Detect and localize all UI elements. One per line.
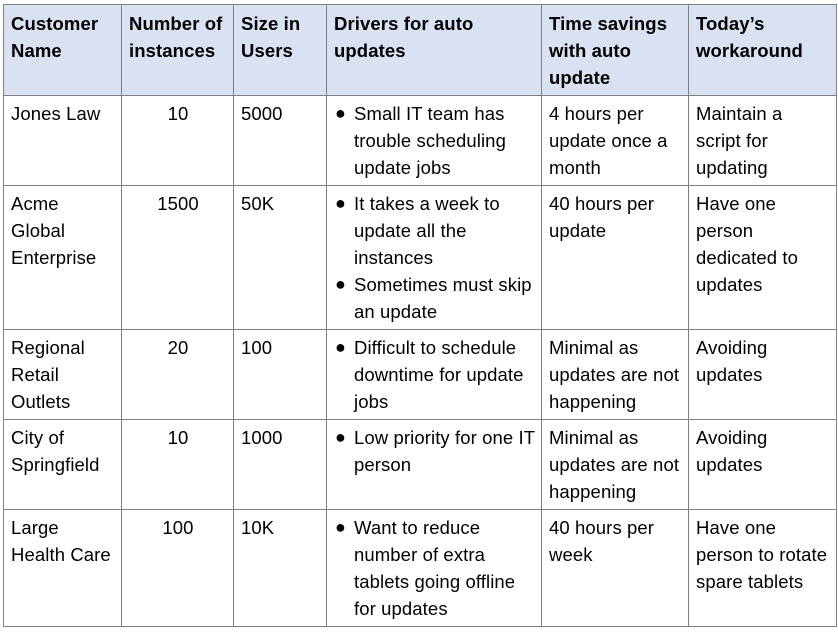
cell-workaround: Have one person dedicated to updates: [689, 186, 837, 330]
header-row: [4, 5, 837, 96]
cell-time-savings: 4 hours per update once a month: [542, 96, 689, 186]
cell-drivers: [327, 330, 542, 420]
driver-item: [334, 100, 535, 181]
cell-time-savings: Minimal as updates are not happening: [542, 330, 689, 420]
table-row: [4, 186, 837, 330]
bullet-icon: ●: [335, 517, 346, 537]
cell-time-savings: Minimal as updates are not happening: [542, 420, 689, 510]
cell-drivers: [327, 96, 542, 186]
cell-workaround: Avoiding updates: [689, 420, 837, 510]
header-number-of-instances: Number of instances: [122, 5, 234, 96]
cell-drivers: [327, 420, 542, 510]
table-row: [4, 330, 837, 420]
cell-drivers: [327, 186, 542, 330]
drivers-list: [334, 334, 535, 415]
cell-drivers: [327, 510, 542, 627]
driver-text: Difficult to schedule downtime for update jobs: [354, 337, 524, 412]
cell-workaround: Avoiding updates: [689, 330, 837, 420]
header-size-in-users: Size in Users: [234, 5, 327, 96]
cell-users: 10K: [234, 510, 327, 627]
bullet-icon: ●: [335, 337, 346, 357]
cell-workaround: Have one person to rotate spare tablets: [689, 510, 837, 627]
header-time-savings: Time savings with auto update: [542, 5, 689, 96]
table-row: [4, 420, 837, 510]
driver-text: Low priority for one IT person: [354, 427, 535, 475]
driver-text: It takes a week to update all the instances: [354, 193, 500, 268]
driver-text: Sometimes must skip an update: [354, 274, 532, 322]
cell-users: 50K: [234, 186, 327, 330]
cell-customer-name: Jones Law: [4, 96, 122, 186]
table-row: [4, 510, 837, 627]
customer-table: [3, 4, 837, 627]
drivers-list: [334, 190, 535, 325]
cell-instances: 100: [122, 510, 234, 627]
drivers-list: [334, 514, 535, 622]
header-customer-name: Customer Name: [4, 5, 122, 96]
bullet-icon: ●: [335, 427, 346, 447]
cell-instances: 1500: [122, 186, 234, 330]
driver-item: [334, 190, 535, 271]
driver-item: [334, 334, 535, 415]
cell-instances: 10: [122, 420, 234, 510]
bullet-icon: ●: [335, 193, 346, 213]
cell-instances: 20: [122, 330, 234, 420]
cell-customer-name: Acme Global Enterprise: [4, 186, 122, 330]
cell-users: 100: [234, 330, 327, 420]
cell-customer-name: Regional Retail Outlets: [4, 330, 122, 420]
cell-users: 1000: [234, 420, 327, 510]
bullet-icon: ●: [335, 274, 346, 294]
cell-instances: 10: [122, 96, 234, 186]
driver-text: Small IT team has trouble scheduling update jobs: [354, 103, 506, 178]
header-workaround: Today’s workaround: [689, 5, 837, 96]
header-drivers: Drivers for auto updates: [327, 5, 542, 96]
cell-customer-name: City of Springfield: [4, 420, 122, 510]
driver-item: [334, 514, 535, 622]
table-row: [4, 96, 837, 186]
cell-customer-name: Large Health Care: [4, 510, 122, 627]
drivers-list: [334, 424, 535, 478]
drivers-list: [334, 100, 535, 181]
cell-time-savings: 40 hours per update: [542, 186, 689, 330]
cell-users: 5000: [234, 96, 327, 186]
driver-item: [334, 424, 535, 478]
driver-text: Want to reduce number of extra tablets going offline for updates: [354, 517, 516, 619]
driver-item: [334, 271, 535, 325]
cell-workaround: Maintain a script for updating: [689, 96, 837, 186]
cell-time-savings: 40 hours per week: [542, 510, 689, 627]
bullet-icon: ●: [335, 103, 346, 123]
